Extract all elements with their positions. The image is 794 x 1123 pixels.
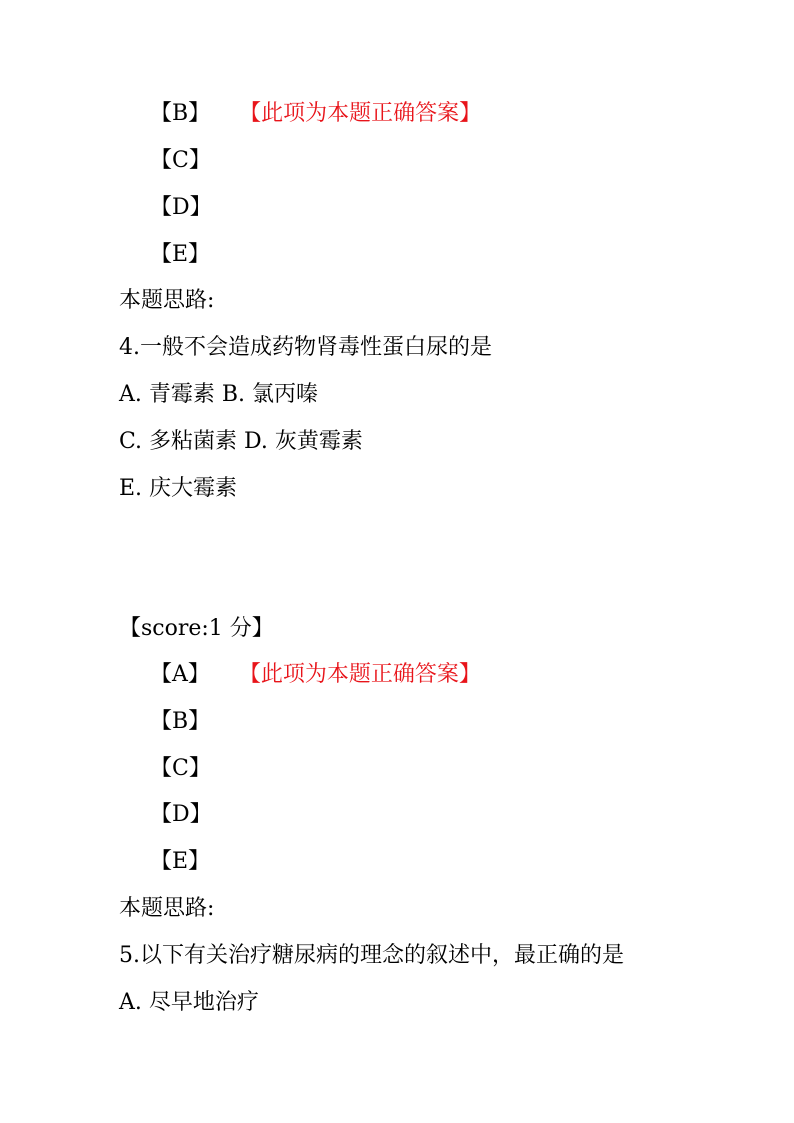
option-d [150, 800, 212, 830]
option-label: 【A】 [150, 662, 210, 687]
option-e [150, 240, 210, 270]
option-label: 【D】 [150, 195, 212, 220]
option-label: 【B】 [150, 709, 211, 734]
option-label: 【D】 [150, 802, 212, 827]
option-label: 【E】 [150, 849, 211, 874]
option-label: 【E】 [150, 242, 211, 267]
option-c [150, 146, 211, 176]
correct-answer-marker: 【此项为本题正确答案】 [249, 662, 481, 687]
analysis-label: 本题思路: [119, 288, 215, 313]
option-label: 【B】 [150, 101, 211, 126]
option-a [150, 660, 481, 690]
option-b [150, 707, 210, 737]
option-e [150, 847, 210, 877]
choice-line: C. 多粘菌素 D. 灰黄霉素 [119, 429, 363, 454]
correct-answer-marker: 【此项为本题正确答案】 [250, 101, 482, 126]
analysis-label: 本题思路: [119, 896, 215, 921]
choice-line: E. 庆大霉素 [119, 476, 238, 501]
choice-line: A. 尽早地治疗 [119, 990, 259, 1015]
option-d [150, 193, 212, 223]
question-stem: 4.一般不会造成药物肾毒性蛋白尿的是 [119, 335, 492, 360]
choice-line: A. 青霉素 B. 氯丙嗪 [119, 382, 319, 407]
score-label: 【score:1 分】 [119, 616, 274, 641]
option-c [150, 754, 211, 784]
option-label: 【C】 [150, 756, 211, 781]
question-stem: 5.以下有关治疗糖尿病的理念的叙述中，最正确的是 [119, 943, 624, 968]
option-label: 【C】 [150, 148, 211, 173]
option-b [150, 99, 481, 129]
